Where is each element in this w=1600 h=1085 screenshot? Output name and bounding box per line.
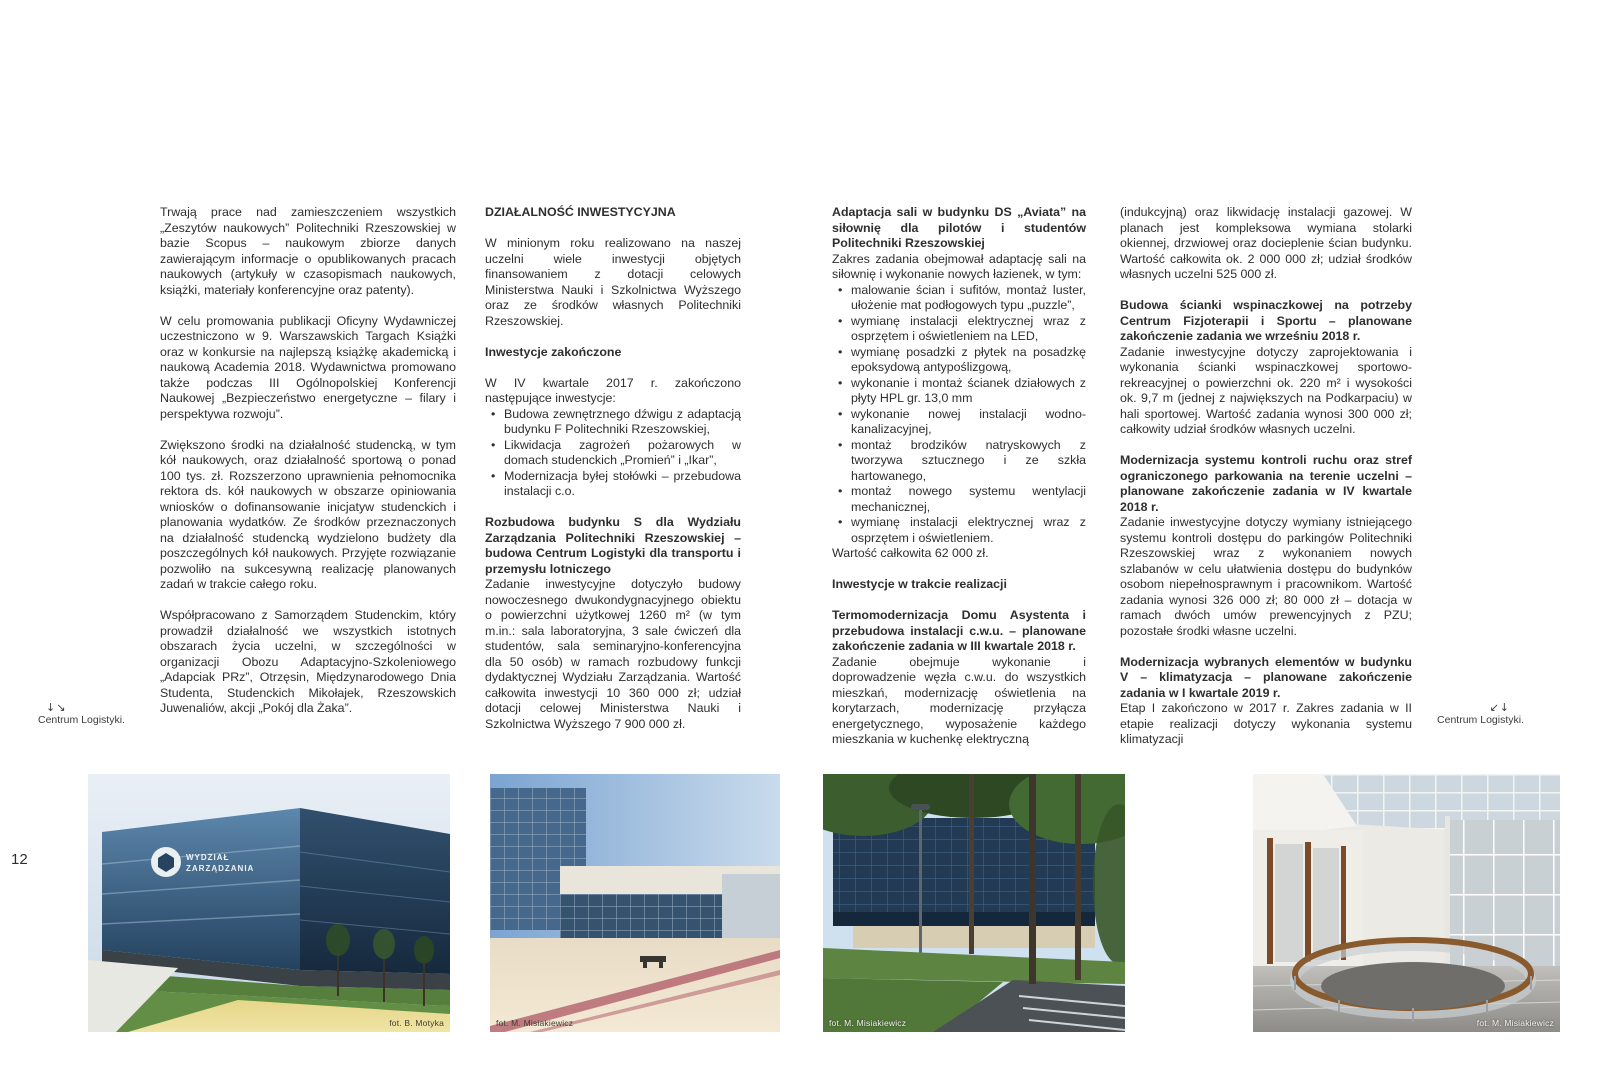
list-item: • wymianę instalacji elektrycznej wraz z osprzętem i oświetleniem na LED, (832, 314, 1086, 345)
photo-credit: fot. M. Misiakiewicz (496, 1018, 574, 1028)
list-item: • wykonanie i montaż ścianek działowych z płyty HPL gr. 13,0 mm (832, 376, 1086, 407)
building-photo-illustration (88, 774, 450, 1032)
down-left-arrows-icon: ↙↓ (1489, 701, 1510, 714)
photo-atrium-interior (1253, 774, 1560, 1032)
subheading-completed-investments: Inwestycje zakończone (485, 344, 622, 359)
paragraph: (indukcyjną) oraz likwidację instalacji gazowej. W planach jest kompleksowa wymiana stolarki okiennej, drzwiowej oraz docieplenie ścian budynku. Wartość całkowita ok. 2 000 000 zł; udział środków własnych uczelni 525 000 zł. (1120, 205, 1412, 281)
list-item: • Likwidacja zagrożeń pożarowych w domach studenckich „Promień” i „Ikar”, (485, 438, 741, 469)
paragraph: W celu promowania publikacji Oficyny Wydawniczej uczestniczono w 9. Warszawskich Targach Książki oraz w konkursie na najlepszą książkę akademicką i naukową Academia 2018. Wydawnictwa promowano także podczas III Ogólnopolskiej Konferencji Naukowej „Bezpieczeństwo energetyczne – filary i perspektywa rozwoju”. (160, 313, 456, 421)
building-photo-illustration (823, 774, 1125, 1032)
paragraph: Trwają prace nad zamieszczeniem wszystkich „Zeszytów naukowych” Politechniki Rzeszowskiej w bazie Scopus – naukowym zbiorze danych zawierającym informacje o opublikowanych pracach naukowych (artykuły w czasopismach naukowych, książki, materiały konferencyjne oraz patenty). (160, 205, 456, 297)
list-item: • Modernizacja byłej stołówki – przebudowa instalacji c.o. (485, 469, 741, 500)
subheading-building-v-ac: Modernizacja wybranych elementów w budynku V – klimatyzacja – planowane zakończenie zadania w I kwartale 2019 r. (1120, 654, 1412, 700)
photo-caption-left (38, 702, 134, 726)
subheading-building-s: Rozbudowa budynku S dla Wydziału Zarządzania Politechniki Rzeszowskiej – budowa Centrum Logistyki dla transportu i przemysłu lotniczego (485, 515, 741, 576)
paragraph: Zadanie inwestycyjne dotyczyło budowy nowoczesnego dwukondygnacyjnego obiektu o powierzchni użytkowej 1260 m² (w tym m.in.: sala laboratoryjna, 3 sale ćwiczeń dla studentów, sala seminaryjno-konferencyjna dla 50 osób) w ramach rozbudowy funkcji dydaktycznej Wydziału Zarządzania. Wartość całkowita inwestycji 10 360 000 zł; udział dotacji celowej Ministerstwa Nauki i Szkolnictwa Wyższego 7 900 000 zł. (485, 577, 741, 731)
paragraph: Współpracowano z Samorządem Studenckim, który prowadził działalność we wszystkich istotnych obszarach życia uczelni, w szczególności w organizacji Obozu Adaptacyjno-Szkoleniowego „Adapciak PRz”, Otrzęsin, Międzynarodowego Dnia Studenta, Studenckich Mikołajek, Rzeszowskich Juwenaliów, akcji „Pokój dla Żaka”. (160, 608, 456, 715)
down-right-arrows-icon: ↓↘ (46, 701, 67, 714)
bullet-list (832, 283, 1086, 547)
interior-photo-illustration (1253, 774, 1560, 1032)
list-item: • Budowa zewnętrznego dźwigu z adaptacją budynku F Politechniki Rzeszowskiej, (485, 407, 741, 438)
photo-centrum-logistyki-facade (88, 774, 450, 1032)
subheading-thermomodernization: Termomodernizacja Domu Asystenta i przebudowa instalacji c.w.u. – planowane zakończenie zadania w III kwartale 2018 r. (832, 608, 1086, 653)
list-item: • wymianę instalacji elektrycznej wraz z osprzętem i oświetleniem. (832, 515, 1086, 546)
subheading-climbing-wall: Budowa ścianki wspinaczkowej na potrzeby Centrum Fizjoterapii i Sportu – planowane zakończenie zadania we wrześniu 2018 r. (1120, 298, 1412, 343)
paragraph: Zakres zadania obejmował adaptację sali na siłownię i wykonanie nowych łazienek, w tym: (832, 251, 1086, 281)
photo-building-behind-trees (823, 774, 1125, 1032)
list-item: • malowanie ścian i sufitów, montaż luster, ułożenie mat podłogowych typu „puzzle”, (832, 283, 1086, 314)
section-heading-investments: DZIAŁALNOŚĆ INWESTYCYJNA (485, 205, 676, 219)
list-item: • wykonanie nowej instalacji wodno-kanalizacyjnej, (832, 407, 1086, 438)
text-column-3 (832, 205, 1086, 763)
paragraph: Zwiększono środki na działalność studencką, w tym kół naukowych, oraz działalność sportową o ponad 100 tys. zł. Rozszerzono uprawnienia pełnomocnika rektora ds. kół naukowych w obszarze opiniowania wniosków o dofinansowanie inicjatyw studenckich i planowania wydatków. Ze środków przeznaczonych na działalność studencką wydzielono budżety dla poszczególnych kół naukowych. Przyjęte rozwiązanie pozwoliło na sukcesywną realizację planowanych zadań w trakcie całego roku. (160, 437, 456, 591)
paragraph: Zadanie obejmuje wykonanie i doprowadzenie węzła c.w.u. do wszystkich mieszkań, modernizację oświetlenia na korytarzach, modernizację przyłącza energetycznego, wyposażenie każdego mieszkania w kuchenkę elektryczną (832, 654, 1086, 746)
paragraph: W minionym roku realizowano na naszej uczelni wiele inwestycji objętych finansowaniem z dotacji celowych Ministerstwa Nauki i Szkolnictwa Wyższego oraz ze środków własnych Politechniki Rzeszowskiej. (485, 236, 741, 328)
paragraph: Zadanie inwestycyjne dotyczy zaprojektowania i wykonania ścianki wspinaczkowej sportowo-rekreacyjnej o powierzchni ok. 220 m² i wysokości ok. 9,7 m (jednej z największych na Podkarpaciu) w hali sportowej. Wartość zadania wynosi 300 000 zł; całkowity udział środków własnych uczelni. (1120, 344, 1412, 436)
text-column-4 (1120, 205, 1412, 763)
subheading-aviata-gym: Adaptacja sali w budynku DS „Aviata” na siłownię dla pilotów i studentów Politechniki Rzeszowskiej (832, 205, 1086, 250)
photo-caption-right (1428, 702, 1524, 726)
list-item: • montaż nowego systemu wentylacji mechanicznej, (832, 484, 1086, 515)
page-number-left: 12 (11, 851, 28, 868)
subheading-parking-control: Modernizacja systemu kontroli ruchu oraz stref ograniczonego parkowania na terenie uczelni – planowane zakończenie zadania w IV kwartale 2018 r. (1120, 453, 1412, 514)
sign-text-line1: WYDZIAŁ (186, 853, 230, 862)
caption-label: Centrum Logistyki. (38, 714, 125, 726)
list-item: • montaż brodzików natryskowych z tworzywa sztucznego i ze szkła hartowanego, (832, 438, 1086, 485)
paragraph: Zadanie inwestycyjne dotyczy wymiany istniejącego systemu kontroli dostępu do parkingów Politechniki Rzeszowskiej wraz z wykonaniem nowych szlabanów w celu ułatwienia dostępu do budynków osobom niepełnosprawnym i pracownikom. Wartość zadania wynosi 326 000 zł; 80 000 zł – dotacja w ramach dwóch umów prewencyjnych z PZU; pozostałe środki własne uczelni. (1120, 515, 1412, 638)
caption-label: Centrum Logistyki. (1437, 714, 1524, 726)
text-column-2 (485, 205, 741, 748)
list-item: • wymianę posadzki z płytek na posadzkę epoksydową antypoślizgową, (832, 345, 1086, 376)
photo-credit: fot. B. Motyka (389, 1018, 444, 1028)
building-photo-illustration (490, 774, 780, 1032)
bullet-list (485, 407, 741, 500)
paragraph: Etap I zakończono w 2017 r. Zakres zadania w II etapie realizacji dotyczy wykonania systemu klimatyzacji (1120, 701, 1412, 746)
text-column-1 (160, 205, 456, 732)
paragraph: W IV kwartale 2017 r. zakończono następujące inwestycje: (485, 375, 741, 405)
subheading-in-progress: Inwestycje w trakcie realizacji (832, 577, 1007, 591)
sign-text-line2: ZARZĄDZANIA (186, 864, 255, 873)
photo-credit: fot. M. Misiakiewicz (1476, 1018, 1554, 1028)
photo-credit: fot. M. Misiakiewicz (829, 1018, 907, 1028)
paragraph: Wartość całkowita 62 000 zł. (832, 546, 989, 560)
photo-building-plaza (490, 774, 780, 1032)
